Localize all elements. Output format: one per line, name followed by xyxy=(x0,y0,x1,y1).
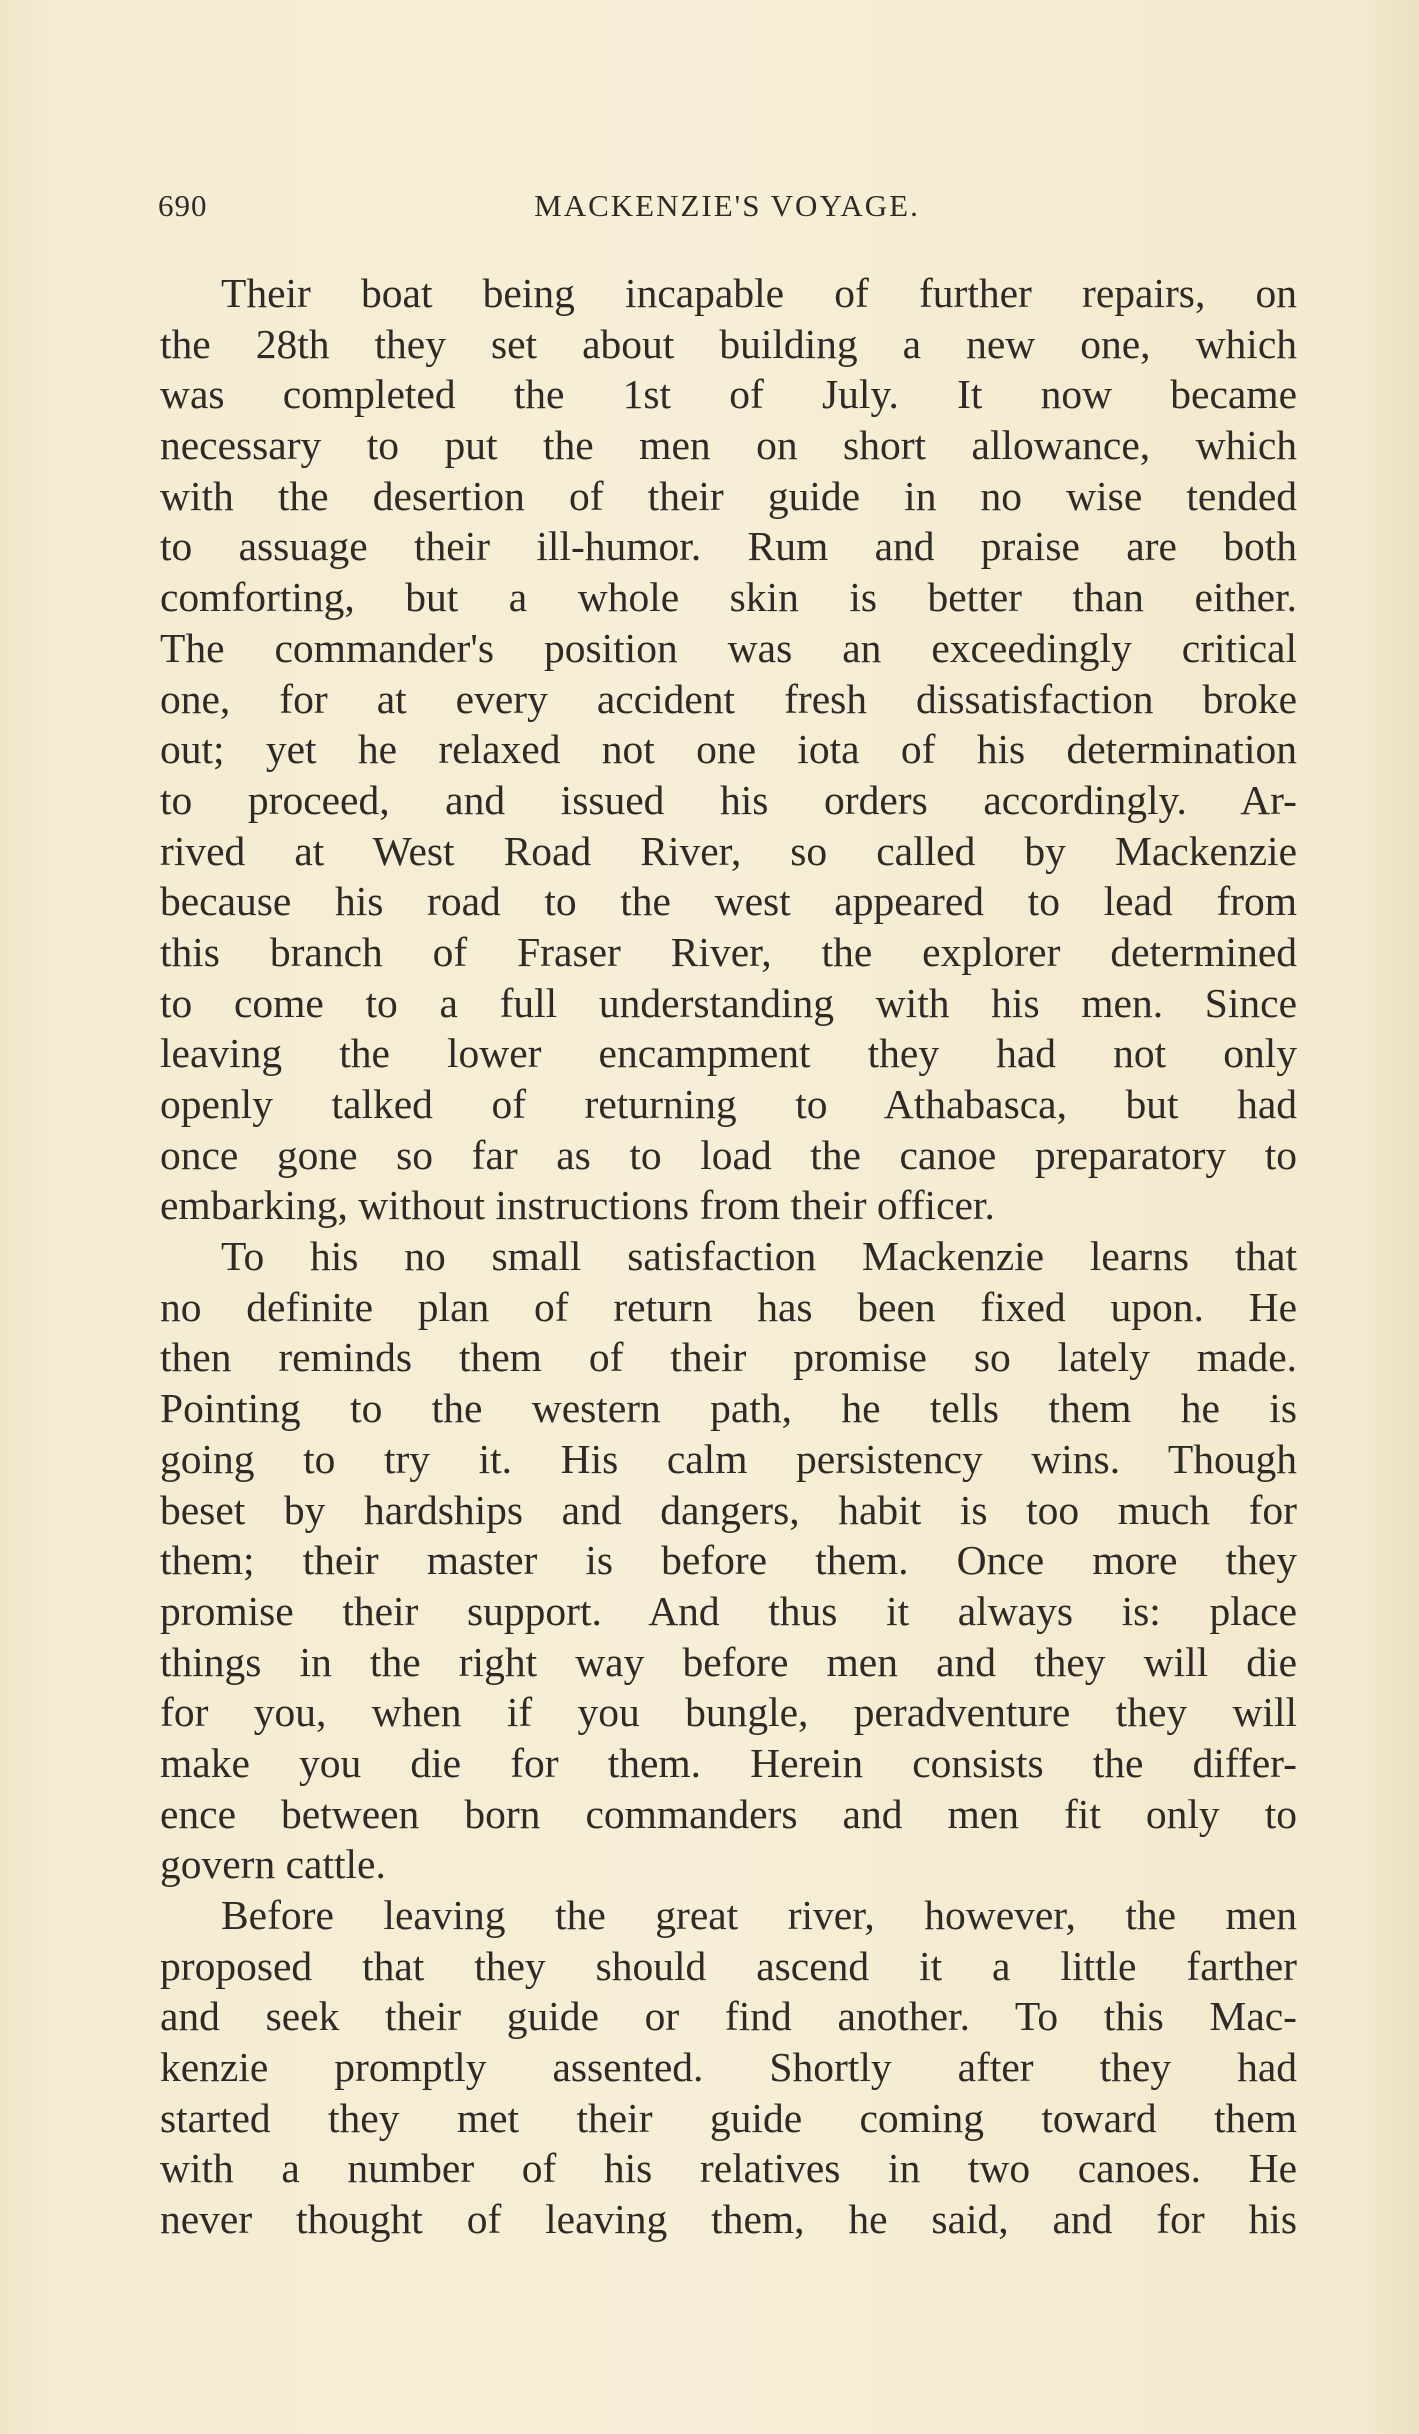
text-line: Pointing to the western path, he tells them he is xyxy=(160,1385,1297,1432)
text-line: to proceed, and issued his orders accordingly. Ar- xyxy=(160,776,1297,823)
body-text xyxy=(160,268,1297,2245)
text-line: Their boat being incapable of further repairs, on xyxy=(221,270,1297,316)
text-line: them; their master is before them. Once more they xyxy=(160,1537,1297,1584)
text-line: kenzie promptly assented. Shortly after they had xyxy=(160,2044,1297,2091)
text-line: The commander's position was an exceedingly critical xyxy=(160,624,1297,671)
text-line: one, for at every accident fresh dissatisfaction broke xyxy=(160,675,1297,722)
text-line: embarking, without instructions from their officer. xyxy=(160,1182,995,1229)
text-line: Before leaving the great river, however, the men xyxy=(221,1892,1297,1938)
text-line: out; yet he relaxed not one iota of his determination xyxy=(160,726,1297,773)
text-line: necessary to put the men on short allowance, which xyxy=(160,422,1297,469)
text-line: promise their support. And thus it always is: place xyxy=(160,1587,1297,1634)
text-line: for you, when if you bungle, peradventure they will xyxy=(160,1689,1297,1736)
text-line: then reminds them of their promise so lately made. xyxy=(160,1334,1297,1381)
text-line: ence between born commanders and men fit only to xyxy=(160,1790,1297,1837)
text-line: was completed the 1st of July. It now became xyxy=(160,371,1297,418)
page-header xyxy=(158,188,1296,228)
running-title: MACKENZIE'S VOYAGE. xyxy=(534,188,920,223)
text-line: openly talked of returning to Athabasca, but had xyxy=(160,1081,1297,1127)
text-line: the 28th they set about building a new one, which xyxy=(160,320,1297,367)
text-line: because his road to the west appeared to lead from xyxy=(160,878,1297,925)
text-line: and seek their guide or find another. To this Mac- xyxy=(160,1993,1297,2040)
text-line: with the desertion of their guide in no wise tended xyxy=(160,472,1297,519)
text-line: make you die for them. Herein consists the differ- xyxy=(160,1739,1297,1786)
text-line: govern cattle. xyxy=(160,1841,386,1888)
text-line: leaving the lower encampment they had not only xyxy=(160,1030,1297,1077)
text-line: things in the right way before men and they will die xyxy=(160,1638,1297,1685)
text-line: this branch of Fraser River, the explorer determined xyxy=(160,928,1297,975)
text-line: to come to a full understanding with his men. Since xyxy=(160,979,1297,1026)
text-line: with a number of his relatives in two canoes. He xyxy=(160,2145,1297,2192)
text-line: beset by hardships and dangers, habit is too much for xyxy=(160,1486,1297,1533)
text-line: going to try it. His calm persistency wins. Though xyxy=(160,1435,1297,1482)
text-line: rived at West Road River, so called by Mackenzie xyxy=(160,827,1297,874)
text-line: To his no small satisfaction Mackenzie learns that xyxy=(221,1233,1297,1280)
text-line: once gone so far as to load the canoe preparatory to xyxy=(160,1131,1297,1178)
text-line: proposed that they should ascend it a little farther xyxy=(160,1942,1297,1989)
text-line: comforting, but a whole skin is better than either. xyxy=(160,574,1297,621)
text-line: no definite plan of return has been fixed upon. He xyxy=(160,1283,1297,1330)
text-line: never thought of leaving them, he said, and for his xyxy=(160,2196,1297,2243)
page-number: 690 xyxy=(158,188,208,223)
text-line: to assuage their ill-humor. Rum and praise are both xyxy=(160,523,1297,570)
text-line: started they met their guide coming toward them xyxy=(160,2094,1297,2141)
